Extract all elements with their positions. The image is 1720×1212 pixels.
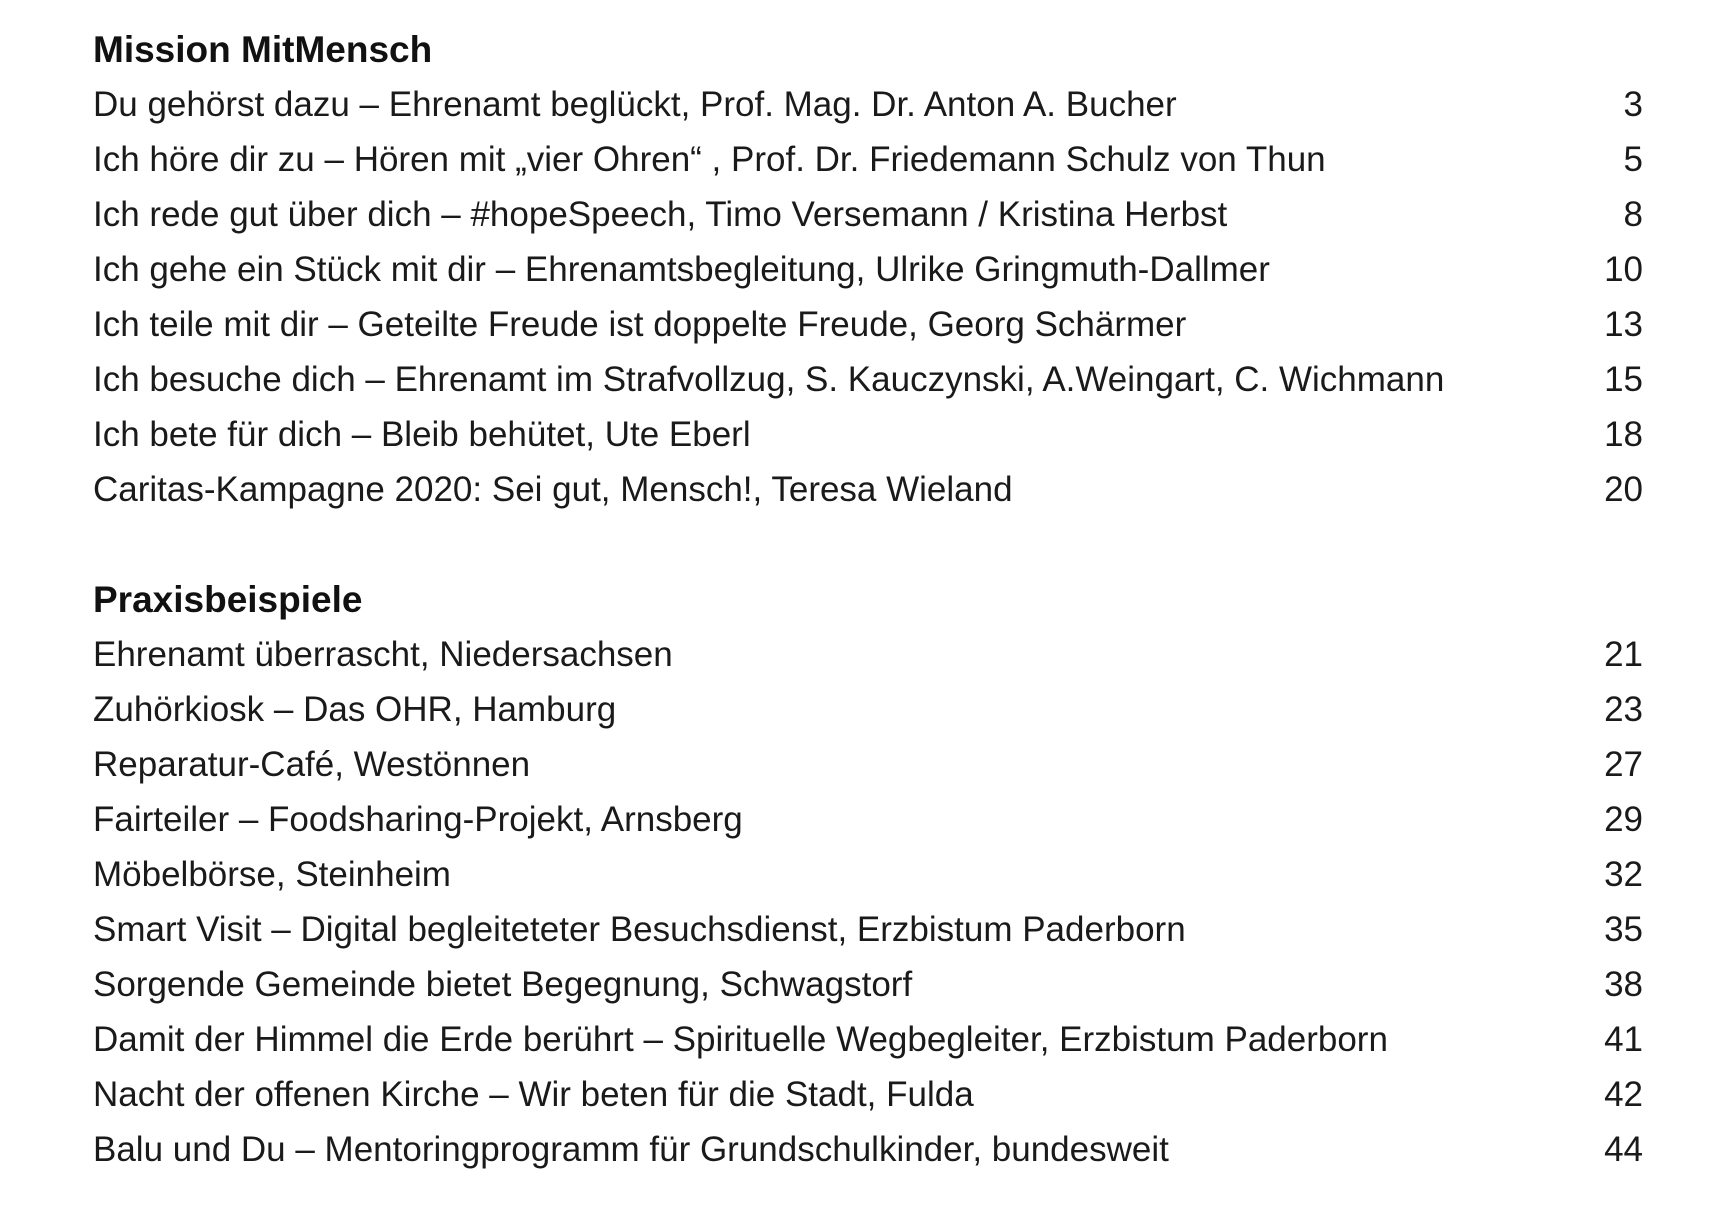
toc-entry <box>93 627 1643 682</box>
toc-entry-title: Sorgende Gemeinde bietet Begegnung, Schwagstorf <box>93 965 913 1004</box>
toc-entry-page: 32 <box>1604 855 1643 894</box>
toc-entry-page: 18 <box>1604 415 1643 454</box>
toc-entry <box>93 847 1643 902</box>
section-praxisbeispiele <box>93 572 1643 1177</box>
toc-entry-page: 23 <box>1604 690 1643 729</box>
toc-entry-title: Ich bete für dich – Bleib behütet, Ute Eberl <box>93 415 751 454</box>
section-heading: Praxisbeispiele <box>93 579 363 620</box>
toc-entry-page: 41 <box>1604 1020 1643 1059</box>
table-of-contents <box>93 22 1643 1177</box>
toc-entry-page: 3 <box>1623 85 1643 124</box>
toc-entry-page: 21 <box>1604 635 1643 674</box>
toc-entry <box>93 352 1643 407</box>
toc-entry <box>93 682 1643 737</box>
toc-entry <box>93 957 1643 1012</box>
toc-entry-page: 20 <box>1604 470 1643 509</box>
toc-entry <box>93 407 1643 462</box>
toc-entry <box>93 297 1643 352</box>
toc-entry-title: Zuhörkiosk – Das OHR, Hamburg <box>93 690 617 729</box>
toc-entry-page: 29 <box>1604 800 1643 839</box>
toc-entry-title: Ich höre dir zu – Hören mit „vier Ohren“ , Prof. Dr. Friedemann Schulz von Thun <box>93 140 1326 179</box>
toc-entry-title: Ich teile mit dir – Geteilte Freude ist doppelte Freude, Georg Schärmer <box>93 305 1187 344</box>
toc-entry-page: 35 <box>1604 910 1643 949</box>
toc-entry <box>93 77 1643 132</box>
toc-entry-title: Möbelbörse, Steinheim <box>93 855 451 894</box>
toc-entry-page: 44 <box>1604 1130 1643 1169</box>
section-spacer <box>93 517 1643 572</box>
toc-entry-title: Caritas-Kampagne 2020: Sei gut, Mensch!, Teresa Wieland <box>93 470 1013 509</box>
toc-entry <box>93 1122 1643 1177</box>
toc-entry <box>93 902 1643 957</box>
toc-entry-page: 8 <box>1623 195 1643 234</box>
toc-entry <box>93 132 1643 187</box>
toc-entry <box>93 792 1643 847</box>
toc-entry-title: Smart Visit – Digital begleiteteter Besuchsdienst, Erzbistum Paderborn <box>93 910 1186 949</box>
toc-entry-title: Ich besuche dich – Ehrenamt im Strafvollzug, S. Kauczynski, A.Weingart, C. Wichmann <box>93 360 1445 399</box>
toc-entry-page: 38 <box>1604 965 1643 1004</box>
toc-entry-page: 15 <box>1604 360 1643 399</box>
toc-entry <box>93 462 1643 517</box>
toc-entry-title: Damit der Himmel die Erde berührt – Spirituelle Wegbegleiter, Erzbistum Paderborn <box>93 1020 1388 1059</box>
toc-entry-page: 13 <box>1604 305 1643 344</box>
toc-entry-title: Ich rede gut über dich – #hopeSpeech, Timo Versemann / Kristina Herbst <box>93 195 1228 234</box>
toc-entry-page: 5 <box>1623 140 1643 179</box>
toc-entry-title: Ich gehe ein Stück mit dir – Ehrenamtsbegleitung, Ulrike Gringmuth-Dallmer <box>93 250 1270 289</box>
toc-entry <box>93 187 1643 242</box>
toc-entry-title: Nacht der offenen Kirche – Wir beten für die Stadt, Fulda <box>93 1075 974 1114</box>
toc-entry-title: Reparatur-Café, Westönnen <box>93 745 531 784</box>
toc-entry-title: Fairteiler – Foodsharing-Projekt, Arnsberg <box>93 800 743 839</box>
toc-entry-title: Balu und Du – Mentoringprogramm für Grundschulkinder, bundesweit <box>93 1130 1169 1169</box>
toc-entry-title: Du gehörst dazu – Ehrenamt beglückt, Prof. Mag. Dr. Anton A. Bucher <box>93 85 1177 124</box>
toc-entry-page: 10 <box>1604 250 1643 289</box>
toc-entry <box>93 737 1643 792</box>
toc-entry-title: Ehrenamt überrascht, Niedersachsen <box>93 635 673 674</box>
toc-entry-page: 27 <box>1604 745 1643 784</box>
toc-entry <box>93 242 1643 297</box>
toc-entry-page: 42 <box>1604 1075 1643 1114</box>
toc-entry <box>93 1067 1643 1122</box>
toc-entry <box>93 1012 1643 1067</box>
section-mission-mitmensch <box>93 22 1643 517</box>
section-heading: Mission MitMensch <box>93 29 433 70</box>
